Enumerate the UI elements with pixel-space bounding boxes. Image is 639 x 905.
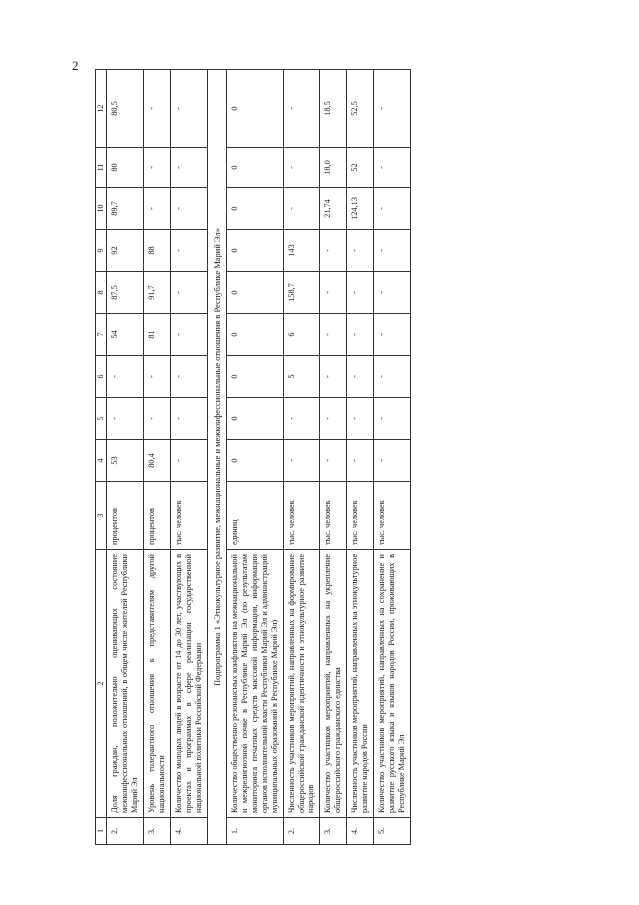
value-cell: 5 <box>283 356 320 398</box>
value-cell: 91,7 <box>143 272 170 314</box>
value-cell: - <box>143 148 170 188</box>
header-cell: 4 <box>96 440 107 482</box>
value-cell: - <box>170 70 207 148</box>
value-cell: 124,13 <box>347 188 374 230</box>
indicator-name: Численность участников мероприятий, направленных на этнокультурное развитие народов России <box>347 550 374 818</box>
table-row <box>143 70 170 845</box>
unit-cell: тыс. человек <box>170 482 207 550</box>
value-cell: 0 <box>226 272 283 314</box>
unit-cell: тыс. человек <box>283 482 320 550</box>
value-cell: 21,74 <box>320 188 347 230</box>
indicators-table <box>95 69 411 845</box>
value-cell: - <box>347 356 374 398</box>
value-cell: - <box>320 272 347 314</box>
value-cell: - <box>320 398 347 440</box>
value-cell: - <box>170 398 207 440</box>
value-cell: 52 <box>347 148 374 188</box>
value-cell: - <box>283 70 320 148</box>
header-cell: 6 <box>96 356 107 398</box>
header-cell: 3 <box>96 482 107 550</box>
table-row <box>347 70 374 845</box>
value-cell: 0 <box>226 148 283 188</box>
value-cell: - <box>320 230 347 272</box>
value-cell: - <box>143 188 170 230</box>
table-row <box>107 70 144 845</box>
value-cell: - <box>374 398 411 440</box>
value-cell: - <box>170 356 207 398</box>
value-cell: - <box>170 314 207 356</box>
table-row <box>226 70 283 845</box>
value-cell: 52,5 <box>347 70 374 148</box>
value-cell: 92 <box>107 230 144 272</box>
value-cell: 6 <box>283 314 320 356</box>
row-number: 1. <box>226 818 283 845</box>
header-cell: 5 <box>96 398 107 440</box>
unit-cell: тыс. человек <box>347 482 374 550</box>
value-cell: 80,4 <box>143 440 170 482</box>
value-cell: 0 <box>226 440 283 482</box>
value-cell: - <box>170 440 207 482</box>
value-cell: - <box>107 356 144 398</box>
value-cell: 0 <box>226 230 283 272</box>
header-cell: 1 <box>96 818 107 845</box>
value-cell: - <box>374 440 411 482</box>
value-cell: - <box>374 70 411 148</box>
value-cell: - <box>347 230 374 272</box>
value-cell: - <box>347 272 374 314</box>
value-cell: - <box>374 148 411 188</box>
indicator-name: Уровень толерантного отношения к представителям другой национальности <box>143 550 170 818</box>
header-cell: 11 <box>96 148 107 188</box>
value-cell: - <box>374 314 411 356</box>
table-row <box>283 70 320 845</box>
indicator-name: Количество общественно резонансных конфликтов на межнациональной и межрелигиозной почве в Республике Марий Эл (по результатам мониторинга печатных средств массовой информации, информации органов исполнительной власти Республики Марий Эл и администраций муниципальных образований в Республике Марий Эл) <box>226 550 283 818</box>
value-cell: - <box>320 440 347 482</box>
value-cell: - <box>143 398 170 440</box>
value-cell: 0 <box>226 356 283 398</box>
value-cell: - <box>283 188 320 230</box>
value-cell: 18,0 <box>320 148 347 188</box>
value-cell: - <box>347 398 374 440</box>
unit-cell: единиц <box>226 482 283 550</box>
row-number: 3. <box>320 818 347 845</box>
header-cell: 9 <box>96 230 107 272</box>
indicator-name: Доля граждан, положительно оценивающих состояние межконфессиональных отношений, в общем числе жителей Республики Марий Эл <box>107 550 144 818</box>
unit-cell: тыс. человек <box>320 482 347 550</box>
table-header-row <box>96 70 107 845</box>
indicator-name: Количество участников мероприятий, направленных на сохранение и развитие русского языка и языков народов России, проживающих в Республике Марий Эл <box>374 550 411 818</box>
unit-cell: тыс. человек <box>374 482 411 550</box>
value-cell: 80 <box>107 148 144 188</box>
value-cell: - <box>283 398 320 440</box>
page-number: 2 <box>72 58 79 73</box>
value-cell: 0 <box>226 188 283 230</box>
value-cell: - <box>107 398 144 440</box>
value-cell: 54 <box>107 314 144 356</box>
row-number: 4. <box>347 818 374 845</box>
value-cell: - <box>347 314 374 356</box>
row-number: 4. <box>170 818 207 845</box>
row-number: 2. <box>107 818 144 845</box>
value-cell: - <box>374 356 411 398</box>
indicator-name: Количество участников мероприятий, направленных на укрепление общероссийского гражданского единства <box>320 550 347 818</box>
value-cell: - <box>283 440 320 482</box>
row-number: 3. <box>143 818 170 845</box>
value-cell: - <box>374 188 411 230</box>
value-cell: - <box>143 356 170 398</box>
table-row <box>320 70 347 845</box>
value-cell: 88 <box>143 230 170 272</box>
value-cell: 143 <box>283 230 320 272</box>
value-cell: 81 <box>143 314 170 356</box>
header-cell: 8 <box>96 272 107 314</box>
header-cell: 2 <box>96 550 107 818</box>
value-cell: 80,5 <box>107 70 144 148</box>
value-cell: 89,7 <box>107 188 144 230</box>
value-cell: - <box>170 272 207 314</box>
value-cell: - <box>170 230 207 272</box>
value-cell: - <box>320 356 347 398</box>
header-cell: 12 <box>96 70 107 148</box>
value-cell: 18,5 <box>320 70 347 148</box>
section-title: Подпрограмма 1 «Этнокультурное развитие, межнациональные и межконфессиональные отношения в Республике Марий Эл» <box>207 70 226 845</box>
row-number: 2. <box>283 818 320 845</box>
value-cell: 0 <box>226 314 283 356</box>
table-row <box>374 70 411 845</box>
indicator-name: Численность участников мероприятий, направленных на формирование общероссийской гражданской идентичности и этнокультурное развитие народов <box>283 550 320 818</box>
value-cell: - <box>283 148 320 188</box>
value-cell: 87,5 <box>107 272 144 314</box>
value-cell: - <box>170 188 207 230</box>
rotated-table-wrapper <box>95 70 630 845</box>
value-cell: - <box>143 70 170 148</box>
value-cell: 158,7 <box>283 272 320 314</box>
table-row <box>170 70 207 845</box>
value-cell: - <box>374 272 411 314</box>
value-cell: - <box>374 230 411 272</box>
unit-cell: процентов <box>143 482 170 550</box>
section-row <box>207 70 226 845</box>
header-cell: 10 <box>96 188 107 230</box>
row-number: 5. <box>374 818 411 845</box>
indicator-name: Количество молодых людей в возрасте от 14 до 30 лет, участвующих в проектах и программах в сфере реализации государственной национальной политики Российской Федерации <box>170 550 207 818</box>
value-cell: 0 <box>226 398 283 440</box>
value-cell: 0 <box>226 70 283 148</box>
value-cell: 53 <box>107 440 144 482</box>
header-cell: 7 <box>96 314 107 356</box>
value-cell: - <box>320 314 347 356</box>
unit-cell: процентов <box>107 482 144 550</box>
value-cell: - <box>347 440 374 482</box>
value-cell: - <box>170 148 207 188</box>
